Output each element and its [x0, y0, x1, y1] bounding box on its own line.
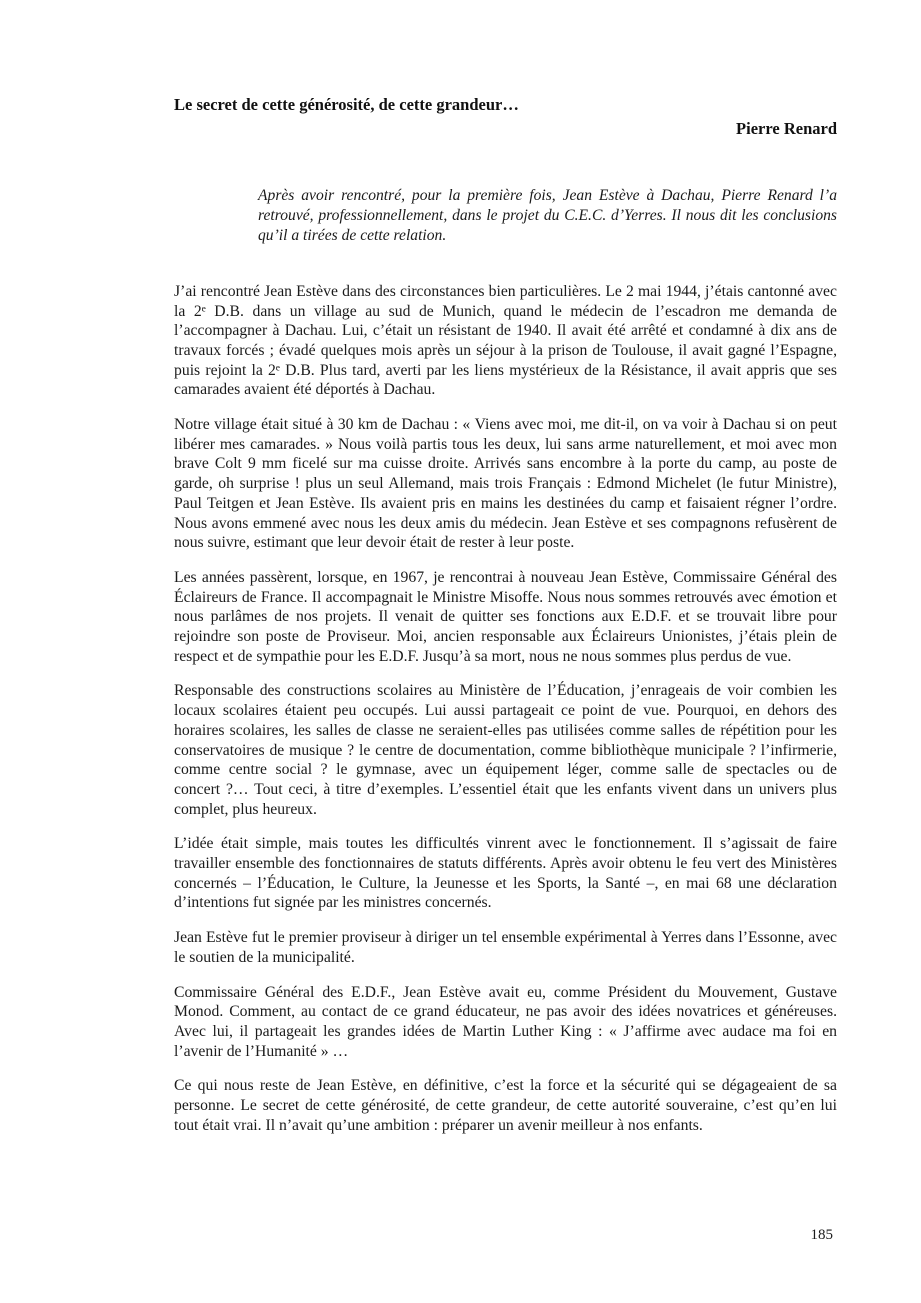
paragraph: L’idée était simple, mais toutes les difficultés vinrent avec le fonctionnement. Il s’agissait de faire travailler ensemble des fonctionnaires de statuts différents. Après avoir obtenu le feu vert des Ministères concernés – l’Éducation, le Culture, la Jeunesse et les Sports, la Santé –, en mai 68 une déclaration d’intentions fut signée par les ministres concernés. — [174, 835, 837, 912]
paragraph: Notre village était situé à 30 km de Dachau : « Viens avec moi, me dit-il, on va voir à Dachau si on peut libérer mes camarades. » Nous voilà partis tous les deux, lui sans arme naturellement, et moi avec mon brave Colt 9 mm ficelé sur ma cuisse droite. Arrivés sans encombre à la porte du camp, au poste de garde, oh surprise ! plus un seul Allemand, mais trois Français : Edmond Michelet (le futur Ministre), Paul Teitgen et Jean Estève. Ils avaient pris en mains les destinées du camp et faisaient régner l’ordre. Nous avons emmené avec nous les deux amis du médecin. Jean Estève et ses compagnons refusèrent de nous suivre, estimant que leur devoir était de rester à leur poste. — [174, 416, 837, 552]
paragraph: Les années passèrent, lorsque, en 1967, je rencontrai à nouveau Jean Estève, Commissaire Général des Éclaireurs de France. Il accompagnait le Ministre Misoffe. Nous nous sommes retrouvés avec émotion et nous parlâmes de nos projets. Il venait de quitter ses fonctions aux E.D.F. et se trouvait libre pour rejoindre son poste de Proviseur. Moi, ancien responsable aux Éclaireurs Unionistes, j’étais plein de respect et de sympathie pour les E.D.F. Jusqu’à sa mort, nous ne nous sommes plus perdus de vue. — [174, 568, 837, 665]
article-body — [174, 282, 837, 1136]
article-title: Le secret de cette générosité, de cette grandeur… — [174, 95, 519, 114]
paragraph: Ce qui nous reste de Jean Estève, en définitive, c’est la force et la sécurité qui se dégageaient de sa personne. Le secret de cette générosité, de cette grandeur, de cette autorité souveraine, c’est qu’en lui tout était vrai. Il n’avait qu’une ambition : préparer un avenir meilleur à nos enfants. — [174, 1077, 837, 1134]
article-author: Pierre Renard — [736, 118, 837, 138]
text-column — [174, 0, 837, 1151]
paragraph: Responsable des constructions scolaires au Ministère de l’Éducation, j’enrageais de voir combien les locaux scolaires étaient peu occupés. Lui aussi partageait ce point de vue. Pourquoi, en dehors des horaires scolaires, les salles de classe ne seraient-elles pas utilisées comme salles de répétition pour les conservatoires de musique ? le centre de documentation, comme bibliothèque municipale ? l’infirmerie, comme centre social ? le gymnase, avec un équipement léger, comme salle de spectacles ou de concert ?… Tout ceci, à titre d’exemples. L’essentiel était que les enfants vivent dans un univers plus complet, plus heureux. — [174, 682, 837, 818]
paragraph: J’ai rencontré Jean Estève dans des circonstances bien particulières. Le 2 mai 1944, j’étais cantonné avec la 2ᵉ D.B. dans un village au sud de Munich, quand le médecin de l’escadron me demanda de l’accompagner à Dachau. Lui, c’était un résistant de 1940. Il avait été arrêté et condamné à dix ans de travaux forcés ; évadé quelques mois après un séjour à la prison de Toulouse, il avait gagné l’Espagne, puis rejoint la 2ᵉ D.B. Plus tard, averti par les liens mystérieux de la Résistance, il avait appris que ses camarades avaient été déportés à Dachau. — [174, 282, 837, 399]
article-lead: Après avoir rencontré, pour la première fois, Jean Estève à Dachau, Pierre Renard l’a retrouvé, professionnellement, dans le projet du C.E.C. d’Yerres. Il nous dit les conclusions qu’il a tirées de cette relation. — [258, 186, 837, 244]
paragraph: Jean Estève fut le premier proviseur à diriger un tel ensemble expérimental à Yerres dans l’Essonne, avec le soutien de la municipalité. — [174, 929, 837, 966]
paragraph: Commissaire Général des E.D.F., Jean Estève avait eu, comme Président du Mouvement, Gustave Monod. Comment, au contact de ce grand éducateur, ne pas avoir des idées novatrices et généreuses. Avec lui, il partageait les grandes idées de Martin Luther King : « J’affirme avec audace ma foi en l’avenir de l’Humanité » … — [174, 983, 837, 1060]
page-number: 185 — [810, 1227, 833, 1243]
